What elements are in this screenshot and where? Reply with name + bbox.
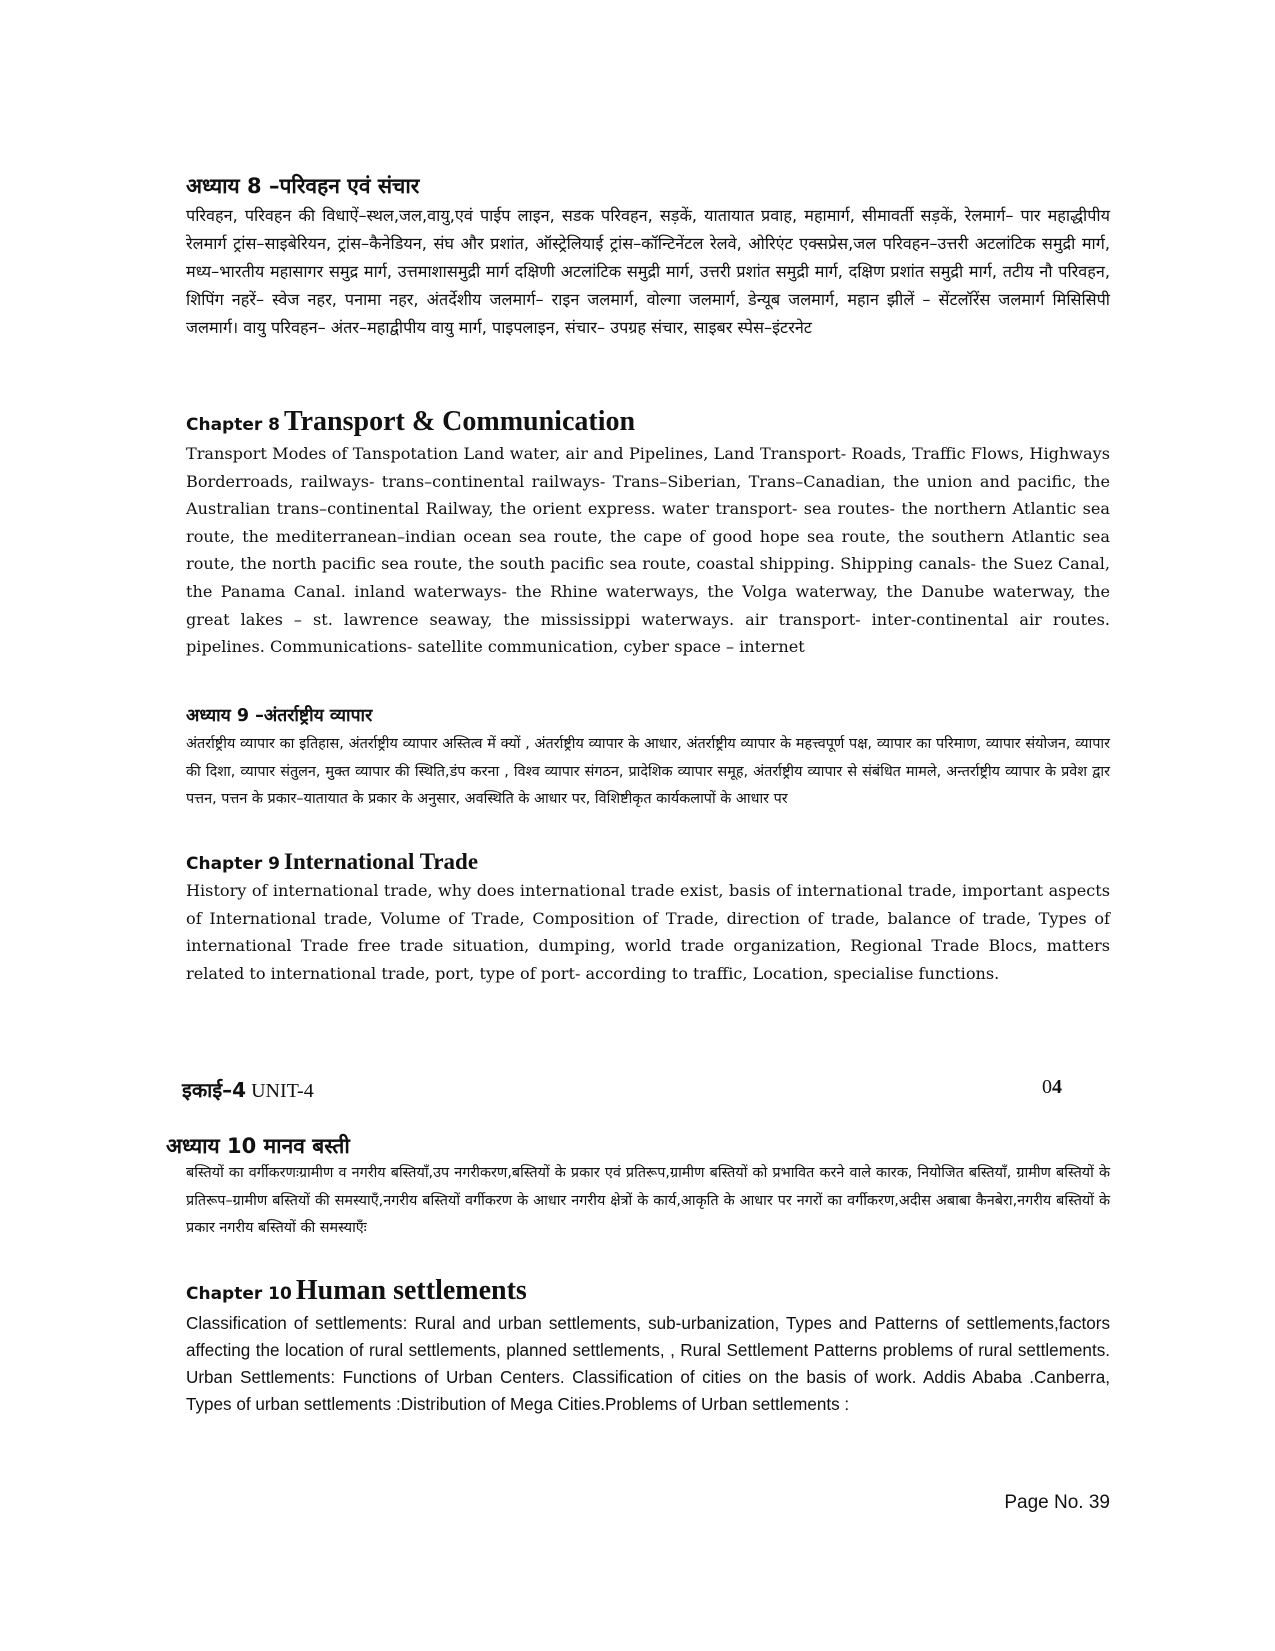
chapter-8-title: Transport & Communication: [284, 406, 636, 437]
chapter-10-english-heading: [186, 1273, 1110, 1313]
chapter-9-prefix: Chapter 9: [186, 854, 281, 874]
chapter-8-english-heading: [186, 404, 1110, 444]
chapter-10-title: Human settlements: [295, 1275, 527, 1306]
page-number: Page No. 39: [1004, 1492, 1110, 1513]
chapter-8-hindi-body: परिवहन, परिवहन की विधाऐं–स्थल,जल,वायु,एवं पाईप लाइन, सडक परिवहन, सड़कें, यातायात प्रवाह, महामार्ग, सीमावर्ती सड़कें, रेलमार्ग– पार महाद्धीपीय रेलमार्ग ट्रांस–साइबेरियन, ट्रांस–कैनेडियन, संघ और प्रशांत, ऑस्ट्रेलियाई ट्रांस–कॉन्टिनेंटल रेलवे, ओरिएंट एक्सप्रेस,जल परिवहन–उत्तरी अटलांटिक समुद्री मार्ग, मध्य–भारतीय महासागर समुद्र मार्ग, उत्तमाशासमुद्री मार्ग दक्षिणी अटलांटिक समुद्री मार्ग, उत्तरी प्रशांत समुद्री मार्ग, दक्षिण प्रशांत समुद्री मार्ग, तटीय नौ परिवहन, शिपिंग नहरें– स्वेज नहर, पनामा नहर, अंतर्देशीय जलमार्ग– राइन जलमार्ग, वोल्गा जलमार्ग, डेन्यूब जलमार्ग, महान झीलें – सेंटलॉरेंस जलमार्ग मिसिसिपी जलमार्ग। वायु परिवहन– अंतर–महाद्वीपीय वायु मार्ग, पाइपलाइन, संचार– उपग्रह संचार, साइबर स्पेस–इंटरनेट: [186, 206, 1110, 337]
unit-marks-prefix: 0: [1042, 1076, 1052, 1098]
unit-row: [182, 1076, 1062, 1108]
unit-marks-bold: 4: [1052, 1076, 1062, 1098]
chapter-9-english-body: History of international trade, why does international trade exist, basis of international trade, important aspects of International trade, Volume of Trade, Composition of Trade, direction of trade, balance of trade, Types of international Trade free trade situation, dumping, world trade organization, Regional Trade Blocs, matters related to international trade, port, type of port- according to traffic, Location, specialise functions.: [186, 881, 1110, 983]
chapter-8-prefix: Chapter 8: [186, 415, 281, 435]
unit-label-hindi: इकाई–4: [182, 1078, 247, 1102]
chapter-10-hindi-body: बस्तियों का वर्गीकरणःग्रामीण व नगरीय बस्तियाँ,उप नगरीकरण,बस्तियों के प्रकार एवं प्रतिरूप,ग्रामीण बस्तियों को प्रभावित करने वाले कारक, नियोजित बस्तियाँ, ग्रामीण बस्तियों के प्रतिरूप–ग्रामीण बस्तियों की समस्याएँ,नगरीय बस्तियों वर्गीकरण के आधार नगरीय क्षेत्रों के कार्य,आकृति के आधार पर नगरों का वर्गीकरण,अदीस अबाबा कैनबेरा,नगरीय बस्तियों के प्रकार नगरीय बस्तियों की समस्याएँः: [186, 1165, 1110, 1236]
chapter-9-hindi-heading: अध्याय 9 –अंतर्राष्ट्रीय व्यापार: [186, 706, 373, 726]
chapter-10-hindi-heading: अध्याय 10 मानव बस्ती: [166, 1134, 350, 1158]
unit-label-english: UNIT-4: [251, 1080, 314, 1102]
unit-marks: [1042, 1076, 1062, 1099]
chapter-10-prefix: Chapter 10: [186, 1284, 292, 1304]
unit-label: [182, 1076, 314, 1103]
chapter-8-english-body: Transport Modes of Tanspotation Land water, air and Pipelines, Land Transport- Roads, Traffic Flows, Highways Borderroads, railways- trans–continental railways- Trans–Siberian, Trans–Canadian, the union and pacific, the Australian trans–continental Railway, the orient express. water transport- sea routes- the northern Atlantic sea route, the mediterranean–indian ocean sea route, the cape of good hope sea route, the southern Atlantic sea route, the north pacific sea route, the south pacific sea route, coastal shipping. Shipping canals- the Suez Canal, the Panama Canal. inland waterways- the Rhine waterways, the Volga waterway, the Danube waterway, the great lakes – st. lawrence seaway, the mississippi waterways. air transport- inter-continental air routes. pipelines. Communications- satellite communication, cyber space – internet: [186, 444, 1110, 657]
chapter-9-title: International Trade: [284, 849, 479, 874]
chapter-9-hindi-body: अंतर्राष्ट्रीय व्यापार का इतिहास, अंतर्राष्ट्रीय व्यापार अस्तित्व में क्यों , अंतर्राष्ट्रीय व्यापार के आधार, अंतर्राष्ट्रीय व्यापार के महत्त्वपूर्ण पक्ष, व्यापार का परिमाण, व्यापार संयोजन, व्यापार की दिशा, व्यापार संतुलन, मुक्त व्यापार की स्थिति,डंप करना , विश्व व्यापार संगठन, प्रादेशिक व्यापार समूह, अंतर्राष्ट्रीय व्यापार से संबंधित मामले, अन्तर्राष्ट्रीय व्यापार के प्रवेश द्वार पत्तन, पत्तन के प्रकार–यातायात के प्रकार के अनुसार, अवस्थिति के आधार पर, विशिष्टीकृत कार्यकलापों के आधार पर: [186, 736, 1110, 807]
chapter-10-english-body: Classification of settlements: Rural and urban settlements, sub-urbanization, Types and Patterns of settlements,factors affecting the location of rural settlements, planned settlements, , Rural Settlement Patterns problems of rural settlements. Urban Settlements: Functions of Urban Centers. Classification of cities on the basis of work. Addis Ababa .Canberra, Types of urban settlements :Distribution of Mega Cities.Problems of Urban settlements :: [186, 1314, 1110, 1414]
chapter-8-hindi-heading: अध्याय 8 –परिवहन एवं संचार: [186, 174, 420, 198]
